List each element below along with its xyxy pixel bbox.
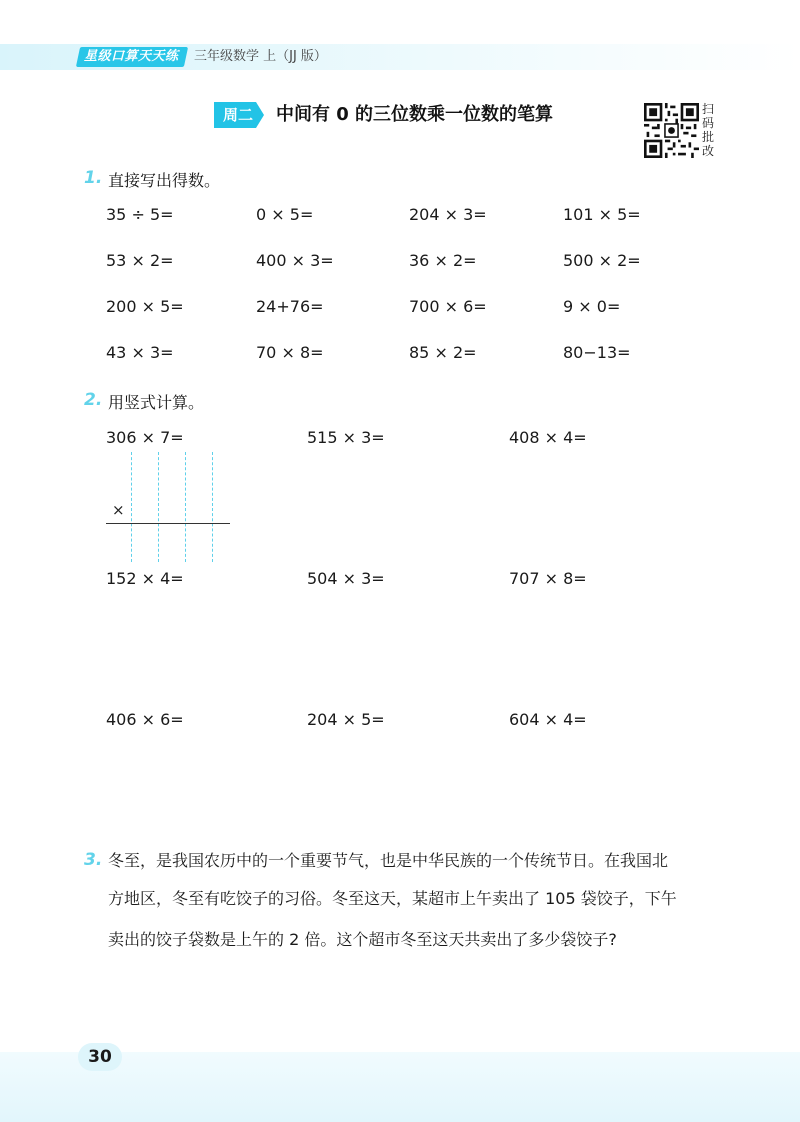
mental-math-item: 700 × 6=	[409, 297, 487, 316]
mental-math-item: 85 × 2=	[409, 343, 477, 362]
mental-math-item: 200 × 5=	[106, 297, 184, 316]
vertical-calc-item: 204 × 5=	[307, 710, 385, 729]
page-number: 30	[88, 1047, 112, 1067]
vertical-calc-item: 515 × 3=	[307, 428, 385, 447]
mental-math-item: 43 × 3=	[106, 343, 174, 362]
mental-math-item: 0 × 5=	[256, 205, 314, 224]
week-label: 周二	[222, 106, 253, 124]
book-name: 三年级数学 上（JJ 版）	[194, 49, 327, 64]
question-1-title: 直接写出得数。	[108, 171, 221, 190]
vertical-calc-item: 604 × 4=	[509, 710, 587, 729]
word-problem-line: 冬至，是我国农历中的一个重要节气，也是中华民族的一个传统节日。在我国北	[108, 851, 669, 870]
calc-answer-line	[106, 523, 230, 524]
vertical-calc-item: 707 × 8=	[509, 569, 587, 588]
mental-math-item: 101 × 5=	[563, 205, 641, 224]
calc-guide-line	[212, 452, 213, 562]
vertical-calc-item: 152 × 4=	[106, 569, 184, 588]
vertical-calc-item: 306 × 7=	[106, 428, 184, 447]
question-2-title: 用竖式计算。	[108, 393, 205, 412]
word-problem-line: 卖出的饺子袋数是上午的 2 倍。这个超市冬至这天共卖出了多少袋饺子?	[108, 930, 617, 949]
mental-math-item: 24+76=	[256, 297, 324, 316]
calc-guide-line	[131, 452, 132, 562]
vertical-calc-item: 504 × 3=	[307, 569, 385, 588]
mental-math-item: 53 × 2=	[106, 251, 174, 270]
series-name: 星级口算天天练	[84, 49, 179, 64]
mental-math-item: 9 × 0=	[563, 297, 621, 316]
calc-guide-line	[158, 452, 159, 562]
vertical-calc-item: 406 × 6=	[106, 710, 184, 729]
word-problem-line: 方地区，冬至有吃饺子的习俗。冬至这天，某超市上午卖出了 105 袋饺子，下午	[108, 889, 677, 908]
question-3-number: 3.	[84, 850, 103, 870]
lesson-title: 中间有 0 的三位数乘一位数的笔算	[276, 104, 554, 125]
mental-math-item: 204 × 3=	[409, 205, 487, 224]
mental-math-item: 80−13=	[563, 343, 631, 362]
question-2-number: 2.	[84, 390, 103, 410]
calc-guide-line	[185, 452, 186, 562]
times-sign: ×	[112, 501, 125, 519]
mental-math-item: 400 × 3=	[256, 251, 334, 270]
mental-math-item: 35 ÷ 5=	[106, 205, 174, 224]
scan-hint: 扫 码 批 改	[702, 102, 715, 158]
vertical-calc-item: 408 × 4=	[509, 428, 587, 447]
mental-math-item: 36 × 2=	[409, 251, 477, 270]
mental-math-item: 70 × 8=	[256, 343, 324, 362]
qr-code-icon[interactable]	[644, 103, 699, 158]
mental-math-item: 500 × 2=	[563, 251, 641, 270]
question-1-number: 1.	[84, 168, 103, 188]
